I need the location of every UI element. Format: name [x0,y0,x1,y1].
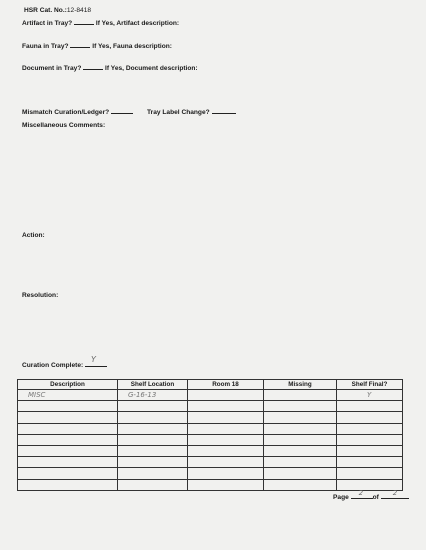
table-cell[interactable] [264,390,337,401]
document-blank[interactable] [83,63,103,70]
table-cell[interactable] [188,434,264,445]
artifact-row [22,18,179,28]
column-missing: Missing [264,380,337,390]
page-current-blank[interactable] [351,489,373,499]
table-cell[interactable] [18,434,118,445]
page-label: Page [333,494,349,501]
mismatch-row [22,107,133,117]
table-cell[interactable] [264,468,337,479]
misc-comments-label: Miscellaneous Comments: [22,122,106,129]
column-description: Description [18,380,118,390]
tray-label-blank[interactable] [212,107,236,114]
catalog-number-line [24,7,91,15]
table-cell[interactable]: Y [337,390,403,401]
table-cell[interactable] [337,412,403,423]
table-cell[interactable] [18,423,118,434]
fauna-question: Fauna in Tray? [22,43,69,50]
fauna-blank[interactable] [70,41,90,48]
table-cell[interactable] [118,457,188,468]
table-cell[interactable] [264,445,337,456]
column-shelf-final: Shelf Final? [337,380,403,390]
table-cell[interactable] [337,457,403,468]
table-cell[interactable] [118,479,188,490]
table-cell[interactable] [188,412,264,423]
table-row [18,457,403,468]
table-cell[interactable] [118,412,188,423]
curation-complete-blank[interactable] [85,355,107,367]
table-cell[interactable] [188,401,264,412]
tray-label-row [147,107,236,117]
curation-complete-label: Curation Complete: [22,362,84,369]
catalog-number: 12-8418 [66,7,92,14]
table-cell[interactable] [18,445,118,456]
mismatch-blank[interactable] [111,107,133,114]
table-cell[interactable]: MISC [18,390,118,401]
column-shelf-location: Shelf Location [118,380,188,390]
action-label: Action: [22,232,45,239]
fauna-description-label: If Yes, Fauna description: [92,43,172,50]
page-total: 2 [392,489,398,497]
table-cell[interactable] [188,445,264,456]
table-cell[interactable] [264,412,337,423]
table-row [18,434,403,445]
table-cell[interactable] [264,457,337,468]
document-description-label: If Yes, Document description: [105,65,198,72]
table-cell[interactable] [118,434,188,445]
table-cell[interactable] [188,457,264,468]
table-cell[interactable] [337,401,403,412]
table-cell[interactable] [118,401,188,412]
table-cell[interactable] [18,401,118,412]
fauna-row [22,41,172,51]
mismatch-label: Mismatch Curation/Ledger? [22,109,110,116]
document-row [22,63,198,73]
table-cell[interactable] [264,401,337,412]
tray-label-change-label: Tray Label Change? [147,109,210,116]
table-row [18,423,403,434]
catalog-label: HSR Cat. No.: [24,7,67,14]
table-cell[interactable] [118,445,188,456]
table-row [18,412,403,423]
table-row [18,390,403,401]
table-cell[interactable] [18,468,118,479]
table-row [18,401,403,412]
page-current: 2 [358,489,364,497]
curation-log-table [17,379,403,491]
artifact-description-label: If Yes, Artifact description: [95,20,180,27]
table-cell[interactable] [188,390,264,401]
artifact-blank[interactable] [74,18,94,25]
table-row [18,445,403,456]
table-cell[interactable] [18,457,118,468]
page-number-row [333,489,409,502]
artifact-question: Artifact in Tray? [22,20,73,27]
table-header-row [18,380,403,390]
page-total-blank[interactable] [381,489,409,499]
table-cell[interactable] [264,423,337,434]
resolution-label: Resolution: [22,292,59,299]
table-cell[interactable] [337,423,403,434]
table-cell[interactable] [337,445,403,456]
table-cell[interactable] [264,434,337,445]
curation-complete-value: Y [91,355,96,364]
table-cell[interactable] [18,412,118,423]
table-cell[interactable] [188,468,264,479]
table-row [18,468,403,479]
of-label: of [372,494,379,501]
table-cell[interactable] [264,479,337,490]
curation-complete-row [22,355,107,370]
table-cell[interactable] [337,468,403,479]
column-room-18: Room 18 [188,380,264,390]
table-cell[interactable] [18,479,118,490]
table-row [18,479,403,490]
table-cell[interactable]: G-16-13 [118,390,188,401]
table-cell[interactable] [118,468,188,479]
table-cell[interactable] [188,479,264,490]
table-cell[interactable] [337,434,403,445]
document-question: Document in Tray? [22,65,82,72]
table-cell[interactable] [188,423,264,434]
table-cell[interactable] [118,423,188,434]
